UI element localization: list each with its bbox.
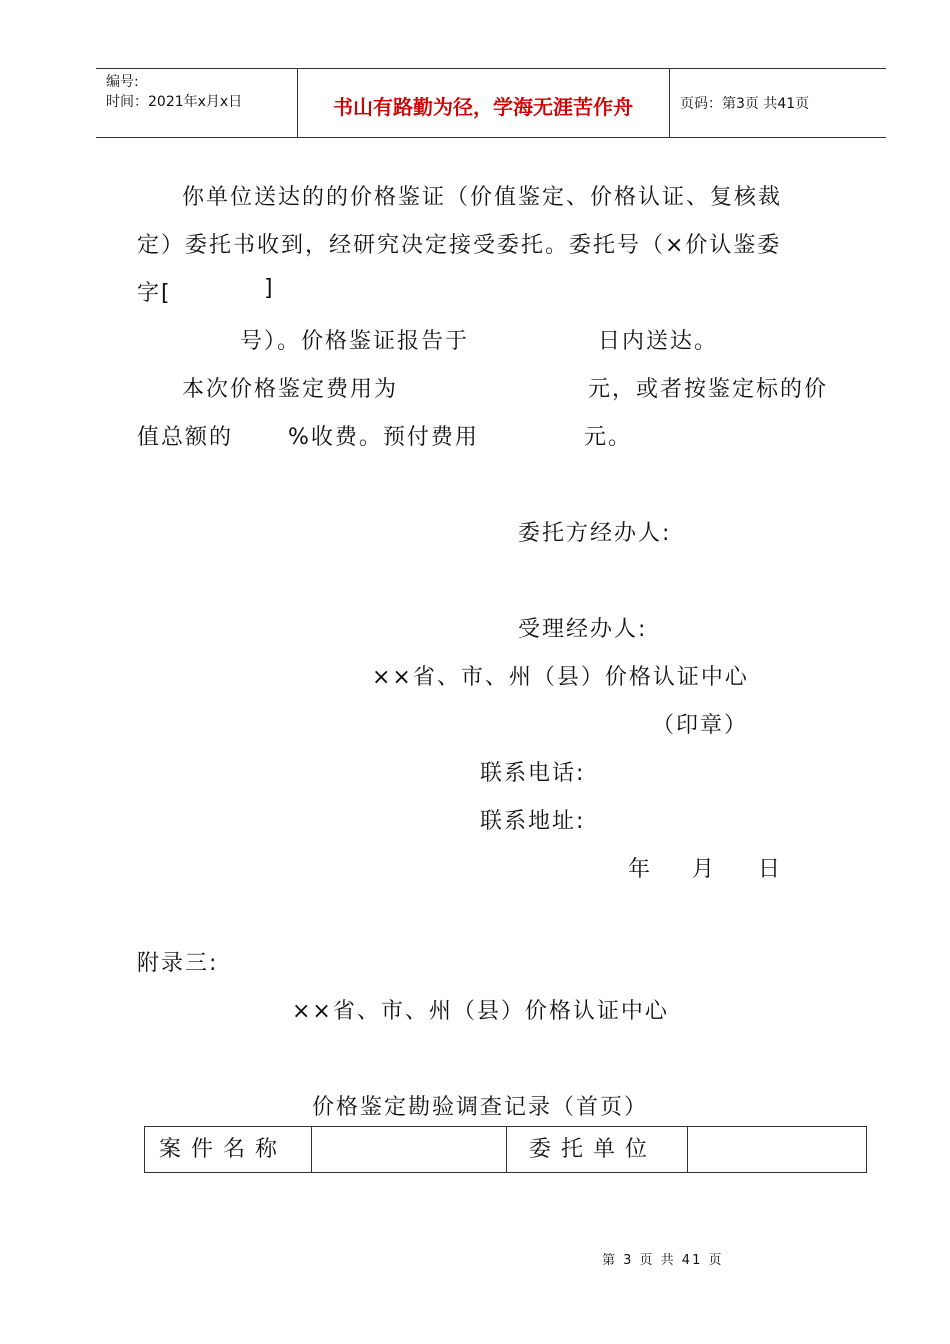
number-label: 编号: xyxy=(106,74,139,90)
para2-line2-mid: %收费。预付费用 xyxy=(288,425,479,450)
center-name-2: ××省、市、州（县）价格认证中心 xyxy=(292,999,669,1024)
client-unit-label: 委托单位 xyxy=(507,1127,688,1172)
para2-line1-end: 元，或者按鉴定标的价 xyxy=(588,377,829,402)
record-table xyxy=(144,1126,867,1173)
center-name: ××省、市、州（县）价格认证中心 xyxy=(372,665,749,690)
case-name-label: 案件名称 xyxy=(145,1127,312,1172)
para2-line2-start: 值总额的 xyxy=(137,425,234,450)
date-day: 日 xyxy=(758,857,783,882)
case-name-value[interactable] xyxy=(312,1127,507,1172)
header-page-cell xyxy=(670,69,886,137)
header-meta-cell xyxy=(96,69,298,137)
para2-line1-start: 本次价格鉴定费用为 xyxy=(182,377,399,402)
time-label: 时间：2021年x月x日 xyxy=(106,94,243,110)
seal-label: （印章） xyxy=(652,713,749,738)
para1-line1: 你单位送达的的价格鉴证（价值鉴定、价格认证、复核裁 xyxy=(182,185,783,210)
para1-line2: 定）委托书收到，经研究决定接受委托。委托号（×价认鉴委 xyxy=(137,233,782,258)
date-year: 年 xyxy=(628,857,653,882)
motto-text: 书山有路勤为径，学海无涯苦作舟 xyxy=(333,95,633,119)
header-motto-cell xyxy=(297,69,670,137)
document-header xyxy=(96,68,886,138)
para2-line2-end: 元。 xyxy=(584,425,633,450)
page-info: 页码：第3页 共41页 xyxy=(680,96,810,112)
date-month: 月 xyxy=(692,857,717,882)
phone-label: 联系电话: xyxy=(480,761,586,786)
client-unit-value[interactable] xyxy=(688,1127,866,1172)
para1-line3-start: 字[ xyxy=(137,281,172,306)
appendix-label: 附录三: xyxy=(137,951,219,976)
accept-agent-label: 受理经办人: xyxy=(518,617,648,642)
record-title: 价格鉴定勘验调查记录（首页） xyxy=(312,1095,649,1120)
para1-line4-end: 日内送达。 xyxy=(598,329,719,354)
footer-page-number: 第 3 页 共 41 页 xyxy=(602,1253,724,1268)
para1-line4-start: 号）。价格鉴证报告于 xyxy=(240,329,470,354)
address-label: 联系地址: xyxy=(480,809,586,834)
client-agent-label: 委托方经办人: xyxy=(518,521,672,546)
para1-line3-end: ] xyxy=(264,276,275,301)
